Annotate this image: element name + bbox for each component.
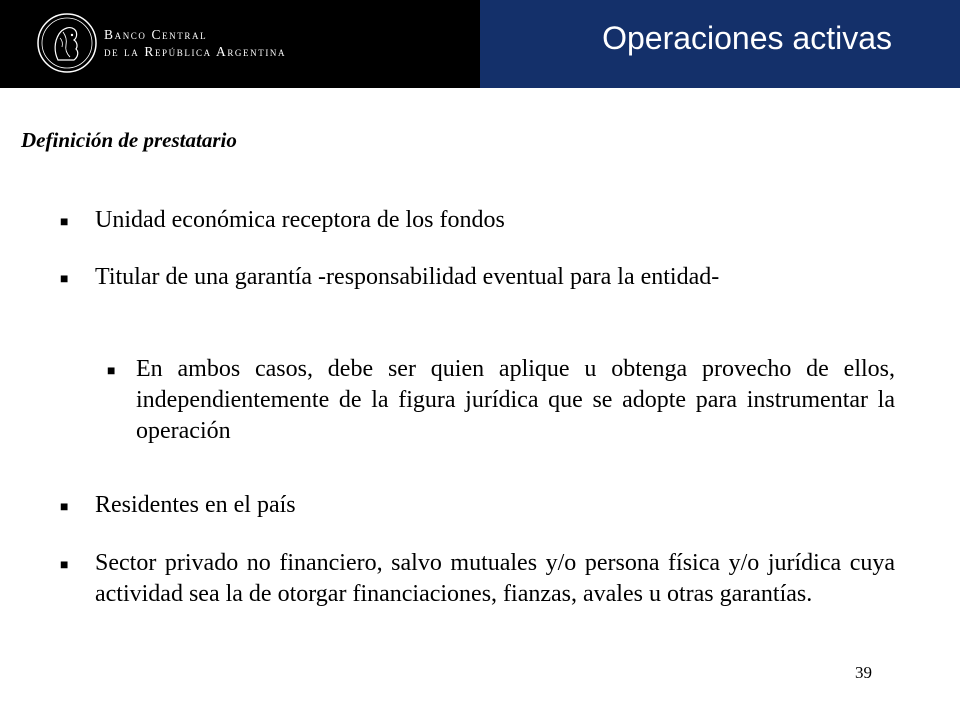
slide-header: [0, 0, 960, 88]
header-logo-band: [0, 0, 480, 88]
page-number: 39: [855, 663, 872, 682]
bullet-icon: ■: [60, 500, 69, 515]
sub-bullet-icon: ■: [107, 364, 116, 379]
bullet-icon: ■: [60, 215, 69, 230]
bank-name: [104, 26, 286, 60]
bullet-item-2: Titular de una garantía -responsabilidad eventual para la entidad-: [95, 264, 720, 290]
bank-name-line2: de la República Argentina: [104, 44, 287, 59]
header-title-band: [480, 0, 960, 88]
bullet-item-4: Sector privado no financiero, salvo mutuales y/o persona física y/o jurídica cuya actividad sea la de otorgar financiaciones, fianzas, avales u otras garantías.: [95, 550, 895, 607]
slide-subtitle: Definición de prestatario: [21, 128, 237, 152]
bank-name-line1: Banco Central: [104, 27, 208, 42]
sub-bullet-item-1: En ambos casos, debe ser quien aplique u obtenga provecho de ellos, independientemente de la figura jurídica que se adopte para instrumentar la operación: [136, 356, 895, 444]
bullet-item-1: Unidad económica receptora de los fondos: [95, 207, 505, 233]
bullet-icon: ■: [60, 272, 69, 287]
bullet-icon: ■: [60, 558, 69, 573]
bullet-item-3: Residentes en el país: [95, 492, 296, 518]
section-title: Operaciones activas: [602, 20, 892, 56]
bcra-seal-icon: [36, 12, 98, 74]
